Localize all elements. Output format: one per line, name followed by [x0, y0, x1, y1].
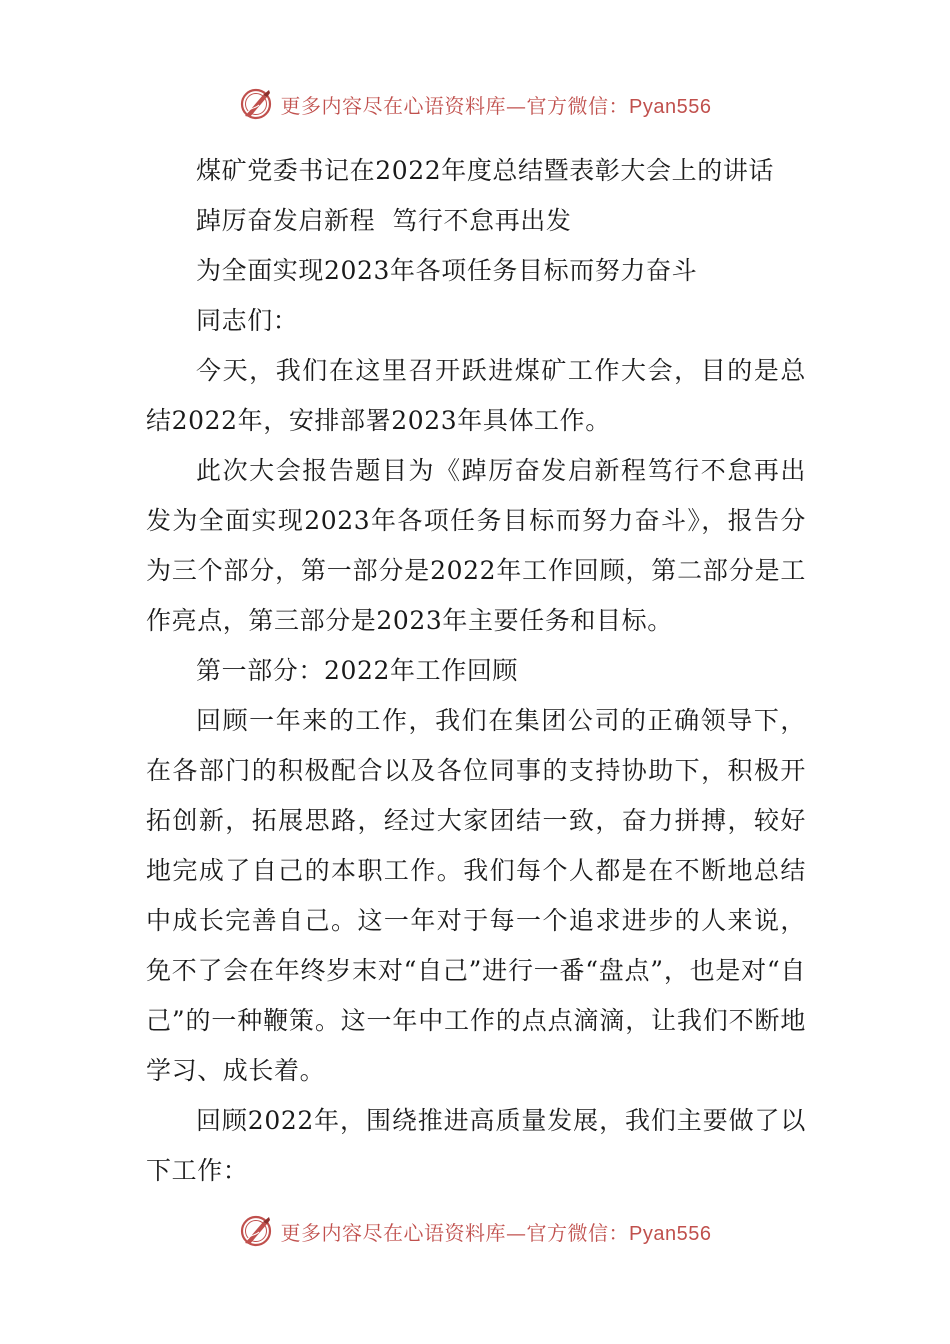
section-heading: 第一部分：2022年工作回顾 [196, 656, 519, 685]
watermark-text: 更多内容尽在心语资料库—官方微信：Pyan556 [280, 1220, 712, 1245]
watermark-text: 更多内容尽在心语资料库—官方微信：Pyan556 [280, 93, 712, 118]
document-title: 煤矿党委书记在2022年度总结暨表彰大会上的讲话 [196, 156, 775, 185]
paragraph-report-structure: 此次大会报告题目为《踔厉奋发启新程笃行不怠再出发为全面实现2023年各项任务目标而努力奋斗》，报告分为三个部分，第一部分是2022年工作回顾，第二部分是工作亮点，第三部分是2023年主要任务和目标。 [146, 456, 806, 635]
paragraph-review: 回顾一年来的工作，我们在集团公司的正确领导下，在各部门的积极配合以及各位同事的支持协助下，积极开拓创新，拓展思路，经过大家团结一致，奋力拼搏，较好地完成了自己的本职工作。我们每个人都是在不断地总结中成长完善自己。这一年对于每一个追求进步的人来说，免不了会在年终岁末对“自己”进行一番“盘点”，也是对“自己”的一种鞭策。这一年中工作的点点滴滴，让我们不断地学习、成长着。 [146, 706, 806, 1085]
paragraph-intro: 今天，我们在这里召开跃进煤矿工作大会，目的是总结2022年，安排部署2023年具体工作。 [146, 356, 806, 435]
document-subtitle-1: 踔厉奋发启新程 笃行不怠再出发 [196, 206, 572, 235]
salutation: 同志们： [196, 306, 299, 335]
pen-circle-logo-icon [239, 1214, 273, 1248]
watermark-header [0, 84, 950, 124]
watermark-footer [0, 1211, 950, 1251]
paragraph-work-list-intro: 回顾2022年，围绕推进高质量发展，我们主要做了以下工作： [146, 1106, 806, 1185]
document-body [146, 146, 806, 1196]
document-subtitle-2: 为全面实现2023年各项任务目标而努力奋斗 [196, 256, 698, 285]
pen-circle-logo-icon [239, 87, 273, 121]
